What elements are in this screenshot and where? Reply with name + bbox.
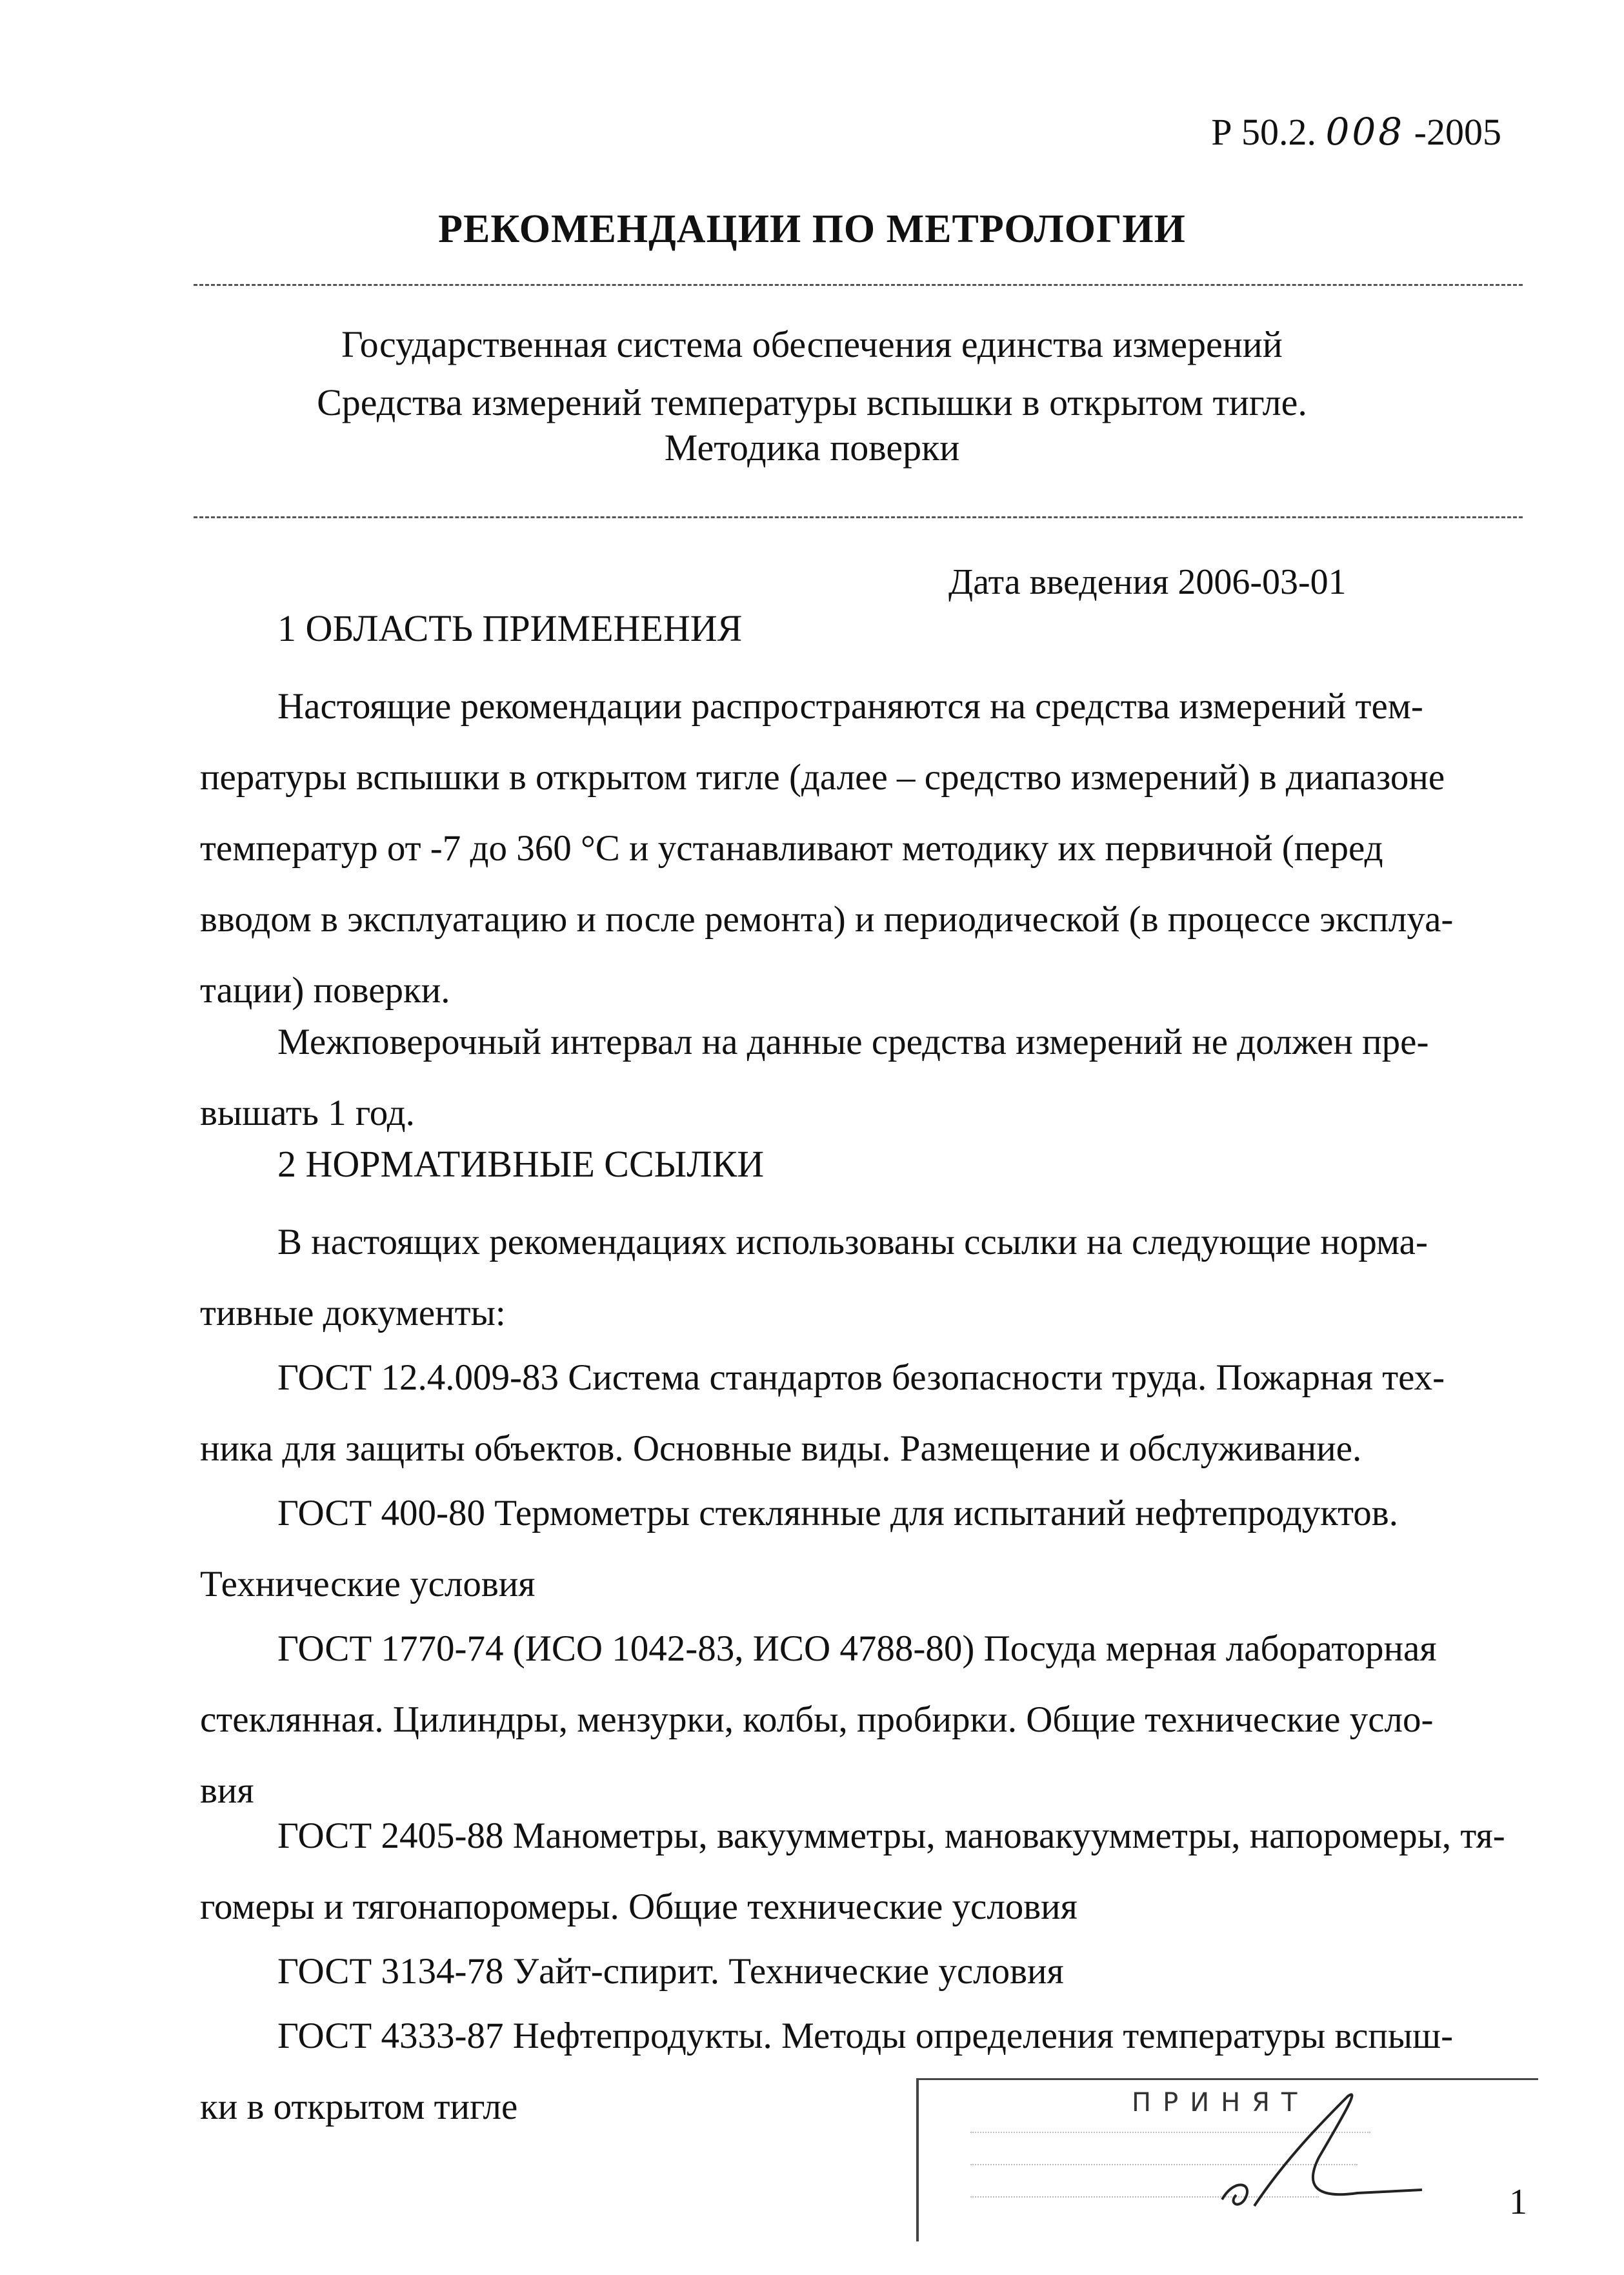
text-line: пературы вспышки в открытом тигле (далее – средство измерений) в диапазоне [200,757,1445,798]
text-line: ГОСТ 3134-78 Уайт-спирит. Технические условия [277,1951,1064,1992]
top-divider [194,284,1523,286]
subtitle-line-1: Государственная система обеспечения единства измерений [341,323,1283,365]
text-line: Межповерочный интервал на данные средства измерений не должен пре- [277,1022,1429,1062]
subtitle-line-2: Средства измерений температуры вспышки в открытом тигле. [317,381,1307,423]
signature-graphic [1209,2080,1441,2235]
section-1-paragraph-1 [200,671,1503,1026]
text-line: Технические условия [200,1564,536,1604]
bottom-divider [194,516,1523,518]
text-line: В настоящих рекомендациях использованы ссылки на следующие норма- [277,1222,1428,1262]
reference-gost-12-4-009 [200,1342,1503,1484]
text-line: тации) поверки. [200,970,450,1011]
section-2-title: 2 НОРМАТИВНЫЕ ССЫЛКИ [277,1143,765,1185]
text-line: Настоящие рекомендации распространяются на средства измерений тем- [277,686,1423,727]
code-prefix: Р 50.2. [1211,111,1316,153]
text-line: ГОСТ 4333-87 Нефтепродукты. Методы определения температуры вспыш- [277,2016,1454,2056]
stamp-title: ПРИНЯТ [1132,2088,1309,2118]
subtitle-line-3: Методика поверки [664,427,960,469]
document-heading: РЕКОМЕНДАЦИИ ПО МЕТРОЛОГИИ [438,207,1186,251]
text-line: стеклянная. Цилиндры, мензурки, колбы, пробирки. Общие технические усло- [200,1699,1434,1740]
reference-gost-1770 [200,1613,1503,1826]
text-line: ГОСТ 2405-88 Манометры, вакуумметры, мановакуумметры, напоромеры, тя- [277,1815,1505,1856]
page-number: 1 [1509,2182,1527,2222]
text-line: гомеры и тягонапоромеры. Общие технические условия [200,1886,1078,1927]
code-number-handwritten: 008 [1325,110,1405,154]
section-1-title: 1 ОБЛАСТЬ ПРИМЕНЕНИЯ [277,607,743,649]
text-line: вводом в эксплуатацию и после ремонта) и периодической (в процессе эксплуа- [200,899,1454,940]
text-line: температур от -7 до 360 °С и устанавливают методику их первичной (перед [200,828,1383,869]
text-line: ГОСТ 12.4.009-83 Система стандартов безопасности труда. Пожарная тех- [277,1357,1445,1398]
text-line: вия [200,1770,254,1811]
code-suffix: -2005 [1414,111,1501,153]
reference-gost-2405 [200,1801,1503,1943]
text-line: ГОСТ 1770-74 (ИСО 1042-83, ИСО 4788-80) Посуда мерная лабораторная [277,1628,1437,1669]
reference-gost-400 [200,1478,1503,1620]
text-line: ГОСТ 400-80 Термометры стеклянные для испытаний нефтепродуктов. [277,1493,1398,1533]
section-2-paragraph-1 [200,1207,1503,1349]
section-1-paragraph-2 [200,1007,1503,1149]
text-line: ника для защиты объектов. Основные виды. Размещение и обслуживание. [200,1428,1362,1469]
introduction-date: Дата введения 2006-03-01 [948,562,1347,602]
text-line: тивные документы: [200,1293,506,1333]
text-line: ки в открытом тигле [200,2087,518,2127]
text-line: вышать 1 год. [200,1093,415,1133]
document-code [1211,110,1501,154]
reference-gost-3134 [200,1936,1503,2007]
acceptance-stamp [916,2078,1538,2241]
